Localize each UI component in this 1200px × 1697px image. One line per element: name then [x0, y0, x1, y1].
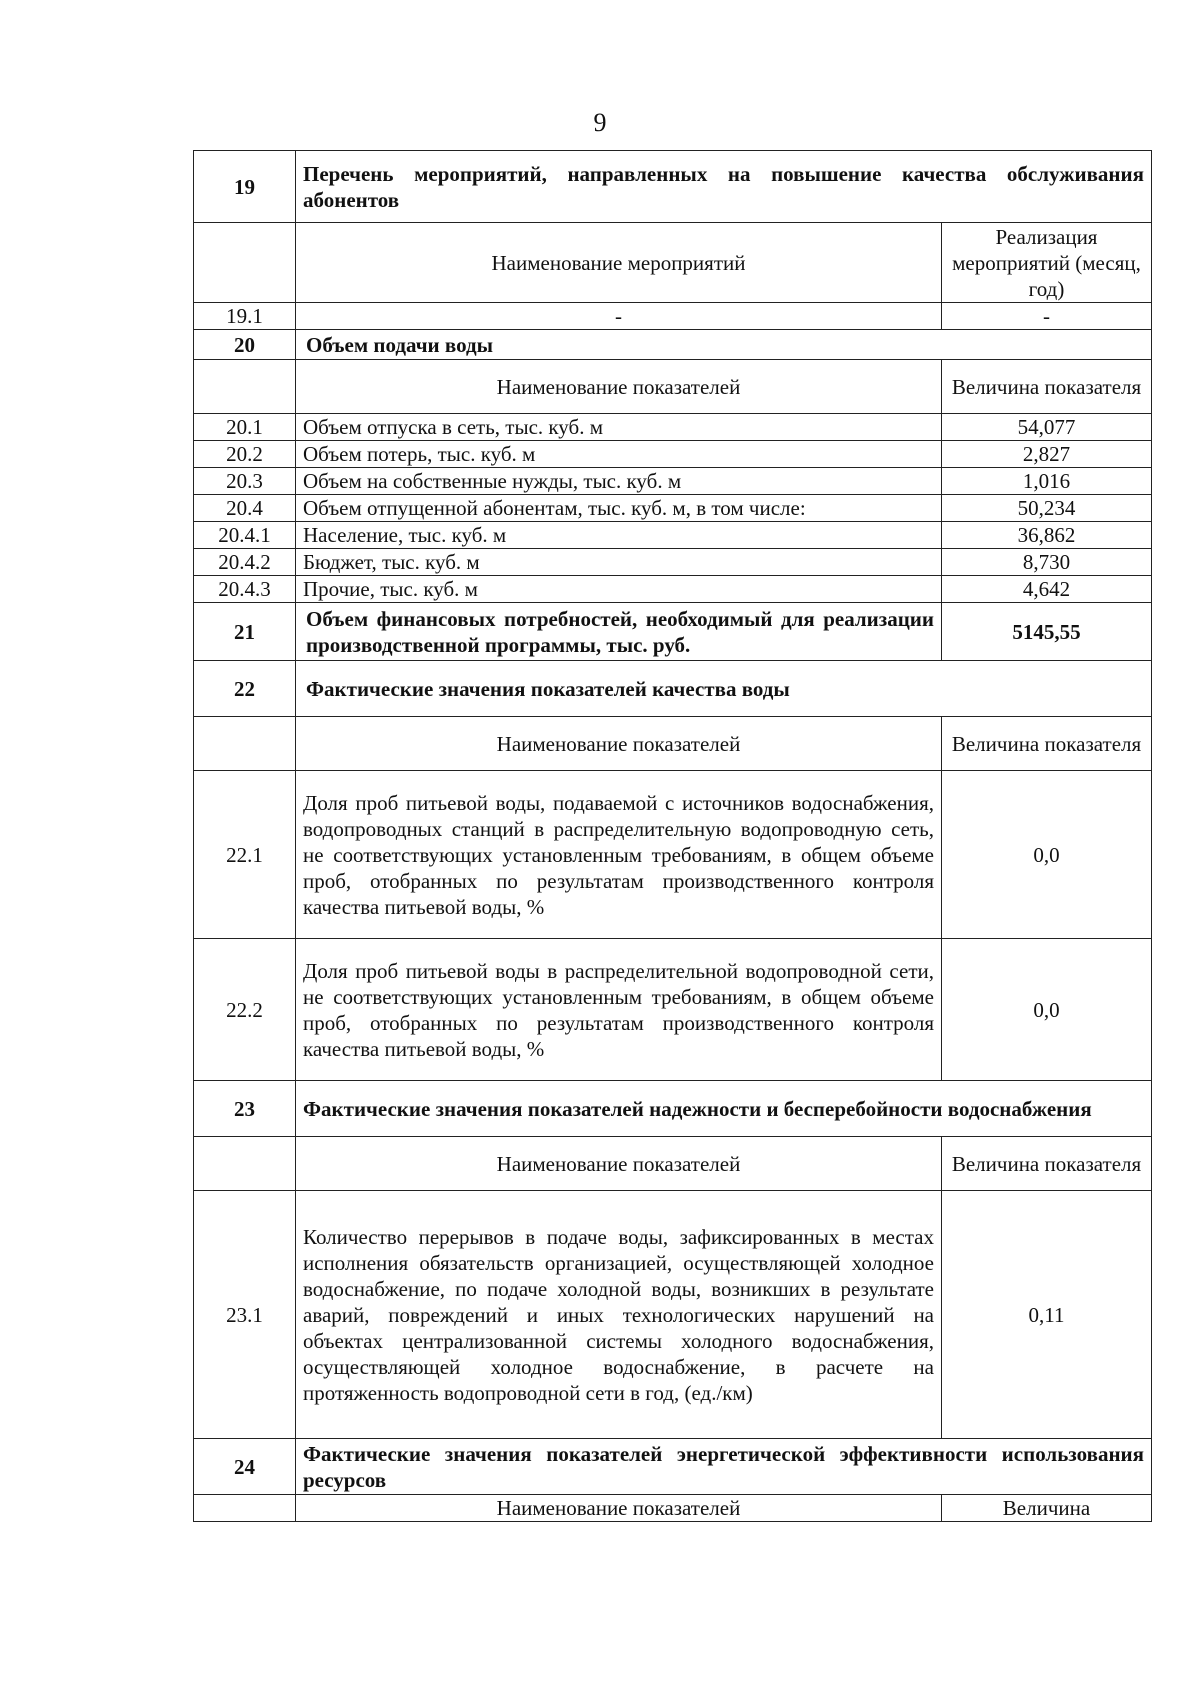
section-22-header: [194, 661, 1152, 717]
section-20-header: [194, 330, 1152, 360]
column-header-value: Величина показателя: [942, 360, 1152, 414]
row-value: 0,0: [942, 939, 1152, 1081]
section-title: Объем подачи воды: [296, 330, 1152, 360]
row-name: Население, тыс. куб. м: [296, 522, 942, 549]
table-row: [194, 549, 1152, 576]
row-name: -: [296, 303, 942, 330]
section-number: 23: [194, 1081, 296, 1137]
section-number: 22: [194, 661, 296, 717]
row-value: 1,016: [942, 468, 1152, 495]
column-header-name: Наименование показателей: [296, 1137, 942, 1191]
section-23-header: [194, 1081, 1152, 1137]
row-name: Доля проб питьевой воды в распределительной водопроводной сети, не соответствующих установленным требованиям, в общем объеме проб, отобранных по результатам производственного контроля качества питьевой воды, %: [296, 939, 942, 1081]
column-header-name: Наименование показателей: [296, 717, 942, 771]
column-header-row: [194, 1495, 1152, 1522]
row-number: 20.1: [194, 414, 296, 441]
column-header-row: [194, 360, 1152, 414]
section-number: 21: [194, 603, 296, 661]
empty-cell: [194, 1137, 296, 1191]
row-value: 36,862: [942, 522, 1152, 549]
column-header-name: Наименование показателей: [296, 360, 942, 414]
section-21-row: [194, 603, 1152, 661]
section-19-header: [194, 151, 1152, 223]
row-name: Объем отпущенной абонентам, тыс. куб. м, в том числе:: [296, 495, 942, 522]
column-header-value: Величина: [942, 1495, 1152, 1522]
section-number: 19: [194, 151, 296, 223]
indicators-table: [193, 150, 1152, 1522]
row-number: 23.1: [194, 1191, 296, 1439]
section-24-header: [194, 1439, 1152, 1495]
row-number: 20.2: [194, 441, 296, 468]
table-row: [194, 939, 1152, 1081]
row-name: Доля проб питьевой воды, подаваемой с источников водоснабжения, водопроводных станций в распределительную водопроводную сеть, не соответствующих установленным требованиям, в общем объеме проб, отобранных по результатам производственного контроля качества питьевой воды, %: [296, 771, 942, 939]
table-row: [194, 468, 1152, 495]
row-name: Объем отпуска в сеть, тыс. куб. м: [296, 414, 942, 441]
column-header-row: [194, 223, 1152, 303]
table-row: [194, 771, 1152, 939]
row-number: 22.1: [194, 771, 296, 939]
column-header-value: Величина показателя: [942, 1137, 1152, 1191]
row-value: 8,730: [942, 549, 1152, 576]
row-name: Объем потерь, тыс. куб. м: [296, 441, 942, 468]
section-value: 5145,55: [942, 603, 1152, 661]
empty-cell: [194, 360, 296, 414]
table-row: [194, 303, 1152, 330]
row-number: 20.4.3: [194, 576, 296, 603]
table-row: [194, 522, 1152, 549]
row-name: Количество перерывов в подаче воды, зафиксированных в местах исполнения обязательств организацией, осуществляющей холодное водоснабжение, по подаче холодной воды, возникших в результате аварий, повреждений и иных технологических нарушений на объектах централизованной системы холодного водоснабжения, осуществляющей холодное водоснабжение, в расчете на протяженность водопроводной сети в год, (ед./км): [296, 1191, 942, 1439]
row-number: 20.4.2: [194, 549, 296, 576]
row-name: Бюджет, тыс. куб. м: [296, 549, 942, 576]
section-title: Перечень мероприятий, направленных на повышение качества обслуживания абонентов: [296, 151, 1152, 223]
column-header-name: Наименование мероприятий: [296, 223, 942, 303]
row-value: -: [942, 303, 1152, 330]
column-header-row: [194, 717, 1152, 771]
row-number: 20.4.1: [194, 522, 296, 549]
table-row: [194, 495, 1152, 522]
row-value: 54,077: [942, 414, 1152, 441]
column-header-value: Реализация мероприятий (месяц, год): [942, 223, 1152, 303]
table-row: [194, 576, 1152, 603]
row-value: 50,234: [942, 495, 1152, 522]
column-header-row: [194, 1137, 1152, 1191]
row-name: Прочие, тыс. куб. м: [296, 576, 942, 603]
row-value: 2,827: [942, 441, 1152, 468]
section-number: 20: [194, 330, 296, 360]
row-number: 22.2: [194, 939, 296, 1081]
section-number: 24: [194, 1439, 296, 1495]
section-title: Фактические значения показателей надежности и бесперебойности водоснабжения: [296, 1081, 1152, 1137]
row-value: 0,11: [942, 1191, 1152, 1439]
empty-cell: [194, 717, 296, 771]
empty-cell: [194, 1495, 296, 1522]
section-title: Фактические значения показателей качества воды: [296, 661, 1152, 717]
page-number: 9: [593, 108, 607, 137]
section-title: Объем финансовых потребностей, необходимый для реализации производственной программы, тыс. руб.: [296, 603, 942, 661]
row-number: 20.3: [194, 468, 296, 495]
row-value: 4,642: [942, 576, 1152, 603]
table-row: [194, 1191, 1152, 1439]
row-value: 0,0: [942, 771, 1152, 939]
table-row: [194, 414, 1152, 441]
row-number: 19.1: [194, 303, 296, 330]
empty-cell: [194, 223, 296, 303]
row-number: 20.4: [194, 495, 296, 522]
section-title: Фактические значения показателей энергетической эффективности использования ресурсов: [296, 1439, 1152, 1495]
column-header-value: Величина показателя: [942, 717, 1152, 771]
row-name: Объем на собственные нужды, тыс. куб. м: [296, 468, 942, 495]
table-row: [194, 441, 1152, 468]
column-header-name: Наименование показателей: [296, 1495, 942, 1522]
